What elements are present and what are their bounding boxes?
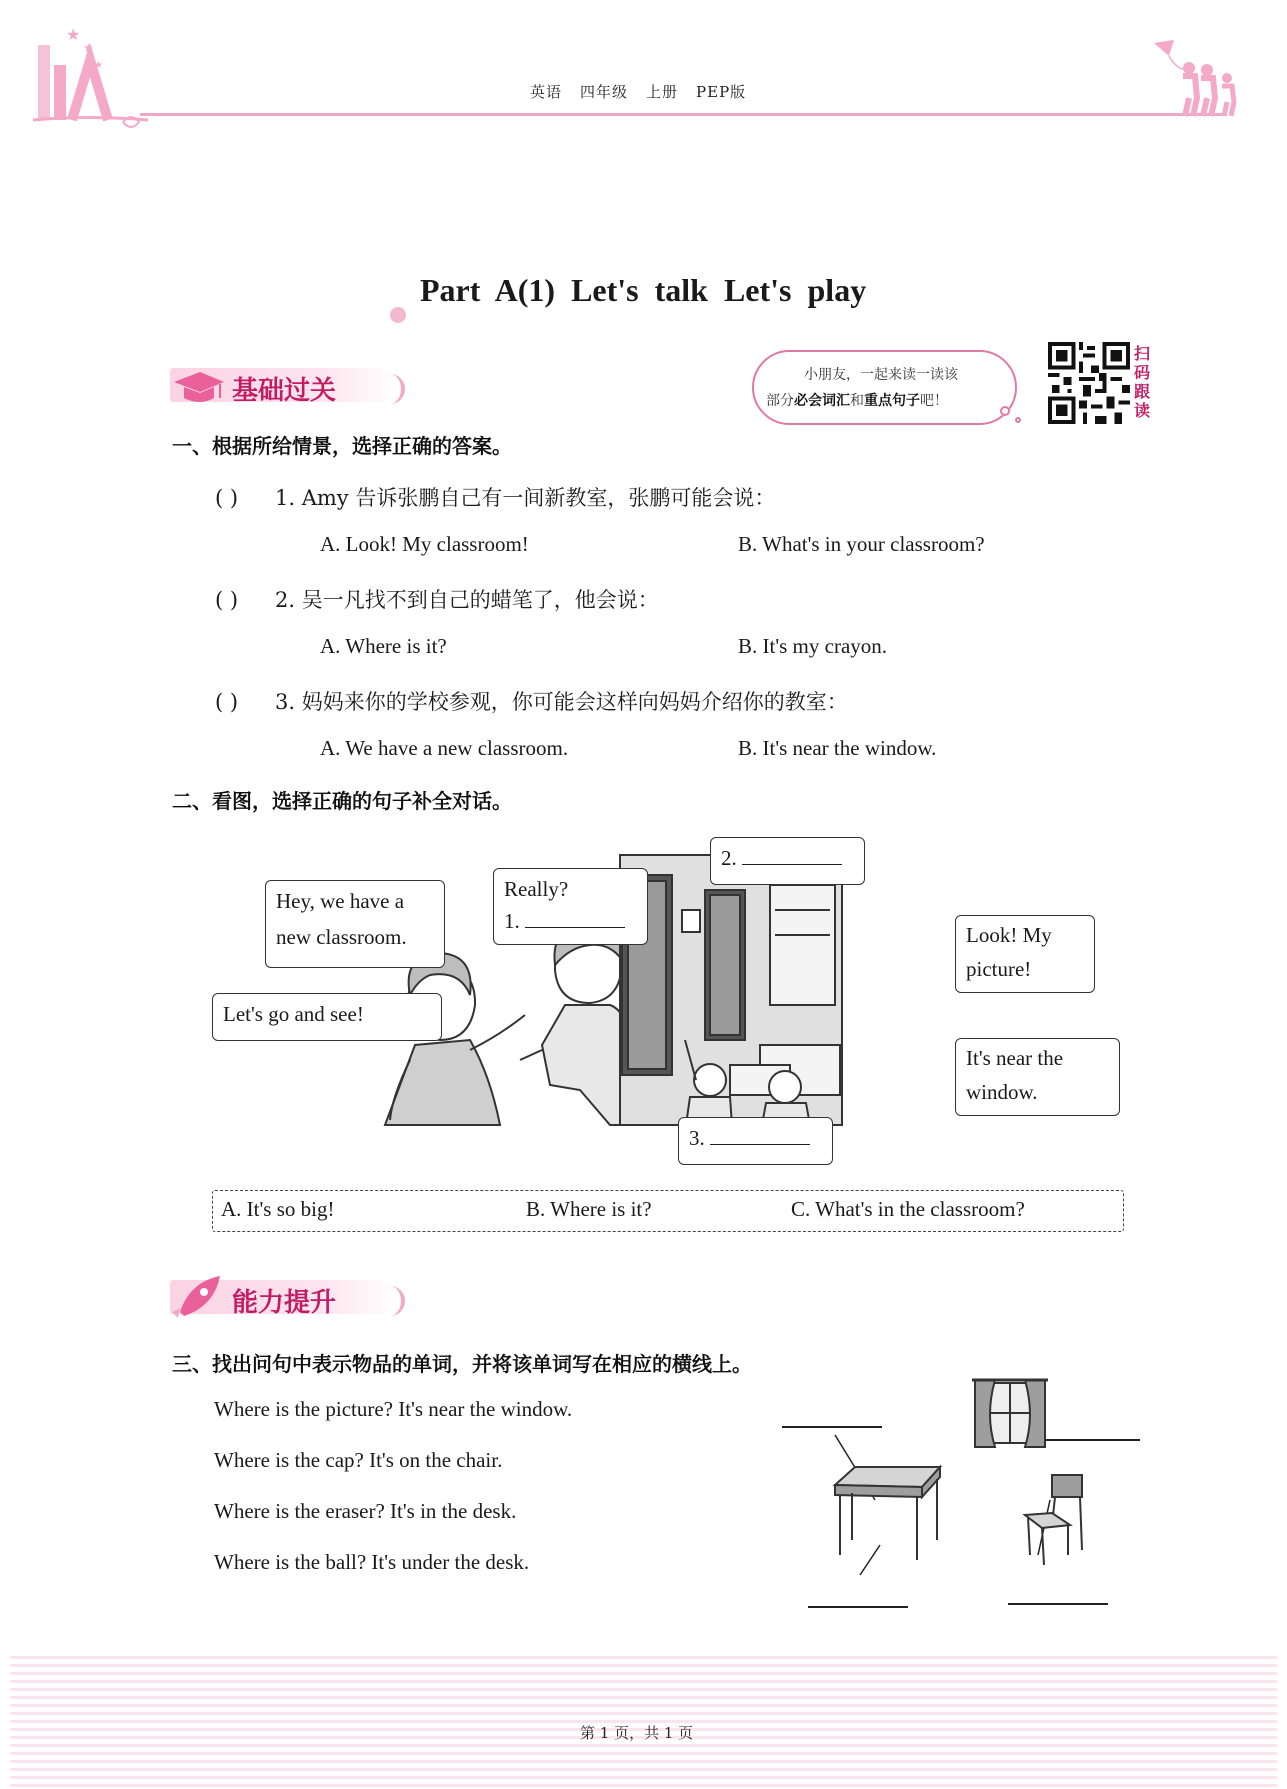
graduation-cap-icon — [170, 360, 224, 410]
answer-paren-1[interactable]: ( ) — [215, 486, 239, 510]
sentence-1: Where is the picture? It's near the window. — [214, 1397, 573, 1421]
banner-basic-label: 基础过关 — [232, 376, 337, 406]
desk-icon — [835, 1467, 940, 1560]
window-icon — [972, 1380, 1048, 1447]
sentence-2: Where is the cap? It's on the chair. — [214, 1448, 503, 1472]
cloud-tail-small — [1015, 417, 1021, 423]
question-1 — [215, 482, 775, 512]
kids-kite-icon — [1149, 38, 1239, 118]
sentence-3: Where is the eraser? It's in the desk. — [214, 1499, 517, 1523]
tip-line1: 小朋友，一起来读一读该 — [804, 367, 958, 383]
question-3-option-b[interactable]: B. It's near the window. — [738, 736, 937, 760]
question-1-option-a[interactable]: A. Look! My classroom! — [320, 532, 529, 556]
question-2-text: 2. 吴一凡找不到自己的蜡笔了，他会说： — [275, 588, 659, 612]
header-grade: 四年级 — [580, 83, 629, 101]
question-1-option-b[interactable]: B. What's in your classroom? — [738, 532, 985, 556]
speech-bubble-near: It's near the window. — [955, 1038, 1120, 1116]
answer-paren-2[interactable]: ( ) — [215, 588, 239, 612]
qr-label: 扫码跟读 — [1134, 344, 1151, 420]
question-3 — [215, 686, 848, 716]
blank-2-label: 2. — [721, 846, 737, 870]
section2-heading: 二、看图，选择正确的句子补全对话。 — [172, 789, 512, 813]
banner-swoosh — [385, 374, 405, 404]
banner-swoosh-2 — [385, 1286, 405, 1316]
speech-bubble-blank2 — [710, 837, 865, 885]
qr-code-icon[interactable] — [1048, 342, 1130, 424]
svg-text:★: ★ — [83, 41, 94, 55]
answer-paren-3[interactable]: ( ) — [215, 690, 239, 714]
answer-blank-2[interactable] — [742, 847, 842, 865]
speech-bubble-blank3 — [678, 1117, 833, 1165]
question-2 — [215, 584, 659, 614]
tip-mid: 和 — [850, 393, 864, 409]
tip-post: 吧！ — [920, 393, 948, 409]
header-subject: 英语 — [530, 83, 563, 101]
sentence-4: Where is the ball? It's under the desk. — [214, 1550, 530, 1574]
page-title: Part A(1) Let's talk Let's play — [420, 272, 867, 308]
question-1-text: 1. Amy 告诉张鹏自己有一间新教室，张鹏可能会说： — [275, 486, 776, 510]
classroom-room — [620, 855, 842, 1125]
blank-3-label: 3. — [689, 1126, 705, 1150]
speech-bubble-go: Let's go and see! — [212, 993, 442, 1041]
answer-blank-3[interactable] — [710, 1127, 810, 1145]
banner-basic — [170, 360, 410, 410]
really-text: Really? — [504, 877, 569, 901]
tip-bold2: 重点句子 — [864, 393, 920, 409]
choice-c[interactable]: C. What's in the classroom? — [791, 1197, 1025, 1221]
tip-line2 — [766, 390, 948, 410]
choice-box — [212, 1190, 1124, 1232]
header-divider — [140, 113, 1227, 116]
cloud-tail — [1000, 406, 1010, 416]
header-edition: PEP版 — [696, 83, 747, 101]
choice-b[interactable]: B. Where is it? — [526, 1197, 652, 1221]
answer-blank-1[interactable] — [525, 910, 625, 928]
page-number: 第 1 页，共 1 页 — [580, 1724, 694, 1742]
blank-1-label: 1. — [504, 909, 520, 933]
speech-bubble-hey: Hey, we have a new classroom. — [265, 880, 445, 968]
speech-bubble-really — [493, 868, 648, 945]
title-bullet — [390, 307, 406, 323]
chair-icon — [1025, 1475, 1082, 1565]
rocket-icon — [170, 1272, 224, 1322]
question-2-option-b[interactable]: B. It's my crayon. — [738, 634, 888, 658]
svg-text:★: ★ — [94, 60, 103, 71]
tip-pre: 部分 — [766, 393, 794, 409]
banner-advanced — [170, 1272, 410, 1322]
section1-heading: 一、根据所给情景，选择正确的答案。 — [172, 434, 512, 458]
question-3-text: 3. 妈妈来你的学校参观，你可能会这样向妈妈介绍你的教室： — [275, 690, 848, 714]
header-logo-icon — [28, 20, 158, 130]
choice-a[interactable]: A. It's so big! — [221, 1197, 335, 1221]
objects-illustration — [780, 1375, 1160, 1615]
speech-bubble-look: Look! My picture! — [955, 915, 1095, 993]
tip-cloud — [752, 350, 1017, 425]
svg-text:★: ★ — [66, 25, 81, 44]
question-3-option-a[interactable]: A. We have a new classroom. — [320, 736, 569, 760]
header-volume: 上册 — [646, 83, 679, 101]
banner-advanced-label: 能力提升 — [232, 1288, 337, 1318]
tip-bold1: 必会词汇 — [794, 393, 850, 409]
header-text — [530, 81, 764, 102]
section3-heading: 三、找出问句中表示物品的单词，并将该单词写在相应的横线上。 — [172, 1352, 752, 1376]
question-2-option-a[interactable]: A. Where is it? — [320, 634, 447, 658]
